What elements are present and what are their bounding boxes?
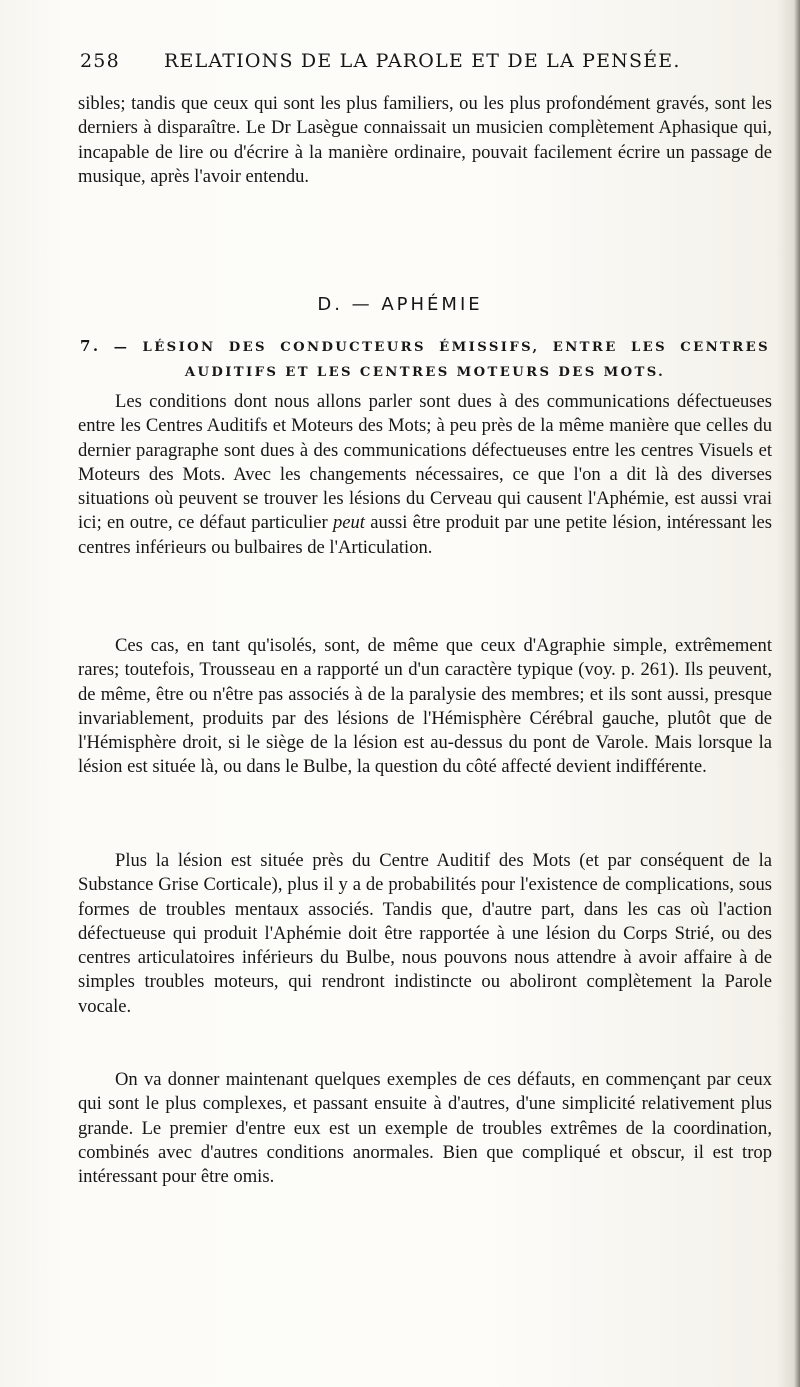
paragraph-conditions-italic: peut — [332, 512, 365, 534]
section-title: D. — APHÉMIE — [317, 294, 483, 315]
running-header — [80, 50, 780, 80]
page-edge-shadow — [794, 0, 800, 1387]
paragraph-examples: On va donner maintenant quelques exemples de ces défauts, en commençant par ceux qui sont le plus complexes, et passant ensuite à d'autres, d'une simplicité relativement plus grande. Le premier d'entre eux est un exemple de troubles extrêmes de la coordination, combinés avec d'autres conditions anormales. Bien que compliqué et obscur, il est trop intéressant pour être omis. — [78, 1069, 772, 1188]
paragraph-conditions — [78, 390, 772, 560]
page-number: 258 — [80, 50, 120, 72]
subheading-text: — LÉSION DES CONDUCTEURS ÉMISSIFS, ENTRE LES CENTRES AUDITIFS ET LES CENTRES MOTEURS DES MOTS. — [113, 340, 770, 380]
running-title: RELATIONS DE LA PAROLE ET DE LA PENSÉE. — [164, 50, 681, 72]
subheading-number: 7. — [80, 337, 101, 355]
paragraph-cases: Ces cas, en tant qu'isolés, sont, de même que ceux d'Agraphie simple, extrêmement rares; toutefois, Trousseau en a rapporté un d'un caractère typique (voy. p. 261). Ils peuvent, de même, être ou n'être pas associés à de la paralysie des membres; et ils sont aussi, presque invariablement, produits par des lésions de l'Hémisphère Cérébral gauche, plutôt que de l'Hémisphère droit, si le siège de la lésion est au-dessus du pont de Varole. Mais lorsque la lésion est située là, ou dans le Bulbe, la question du côté affecté devient indifférente. — [78, 635, 772, 778]
paragraph-conditions-part1: Les conditions dont nous allons parler sont dues à des communications défectueuses entre les Centres Auditifs et Moteurs des Mots; à peu près de la même manière que celles du dernier paragraphe sont dues à des communications défectueuses entre les centres Visuels et Moteurs des Mots. Avec les changements nécessaires, ce que l'on a dit là des diverses situations où peuvent se trouver les lésions du Cerveau qui causent l'Aphémie, est aussi vrai ici; en outre, ce défaut particulier — [78, 391, 772, 534]
paragraph-conditions-part2: aussi être produit par une petite lésion, intéressant les centres inférieurs ou bulbaires de l'Articulation. — [78, 512, 773, 558]
paragraph-intro: sibles; tandis que ceux qui sont les plus familiers, ou les plus profondément gravés, sont les derniers à disparaître. Le Dr Lasègue connaissait un musicien complètement Aphasique qui, incapable de lire ou d'écrire à la manière ordinaire, pouvait facilement écrire un passage de musique, après l'avoir entendu. — [78, 93, 772, 187]
paragraph-lesion: Plus la lésion est située près du Centre Auditif des Mots (et par conséquent de la Substance Grise Corticale), plus il y a de probabilités pour l'existence de complications, sous formes de troubles mentaux associés. Tandis que, d'autre part, dans les cas où l'action défectueuse qui produit l'Aphémie doit être rapportée à une lésion du Corps Strié, ou des centres articulatoires inférieurs du Bulbe, nous pouvons nous attendre à avoir affaire à de simples troubles moteurs, qui rendront indistincte ou aboliront complètement la Parole vocale. — [78, 850, 772, 1017]
section-subheading — [80, 334, 770, 385]
